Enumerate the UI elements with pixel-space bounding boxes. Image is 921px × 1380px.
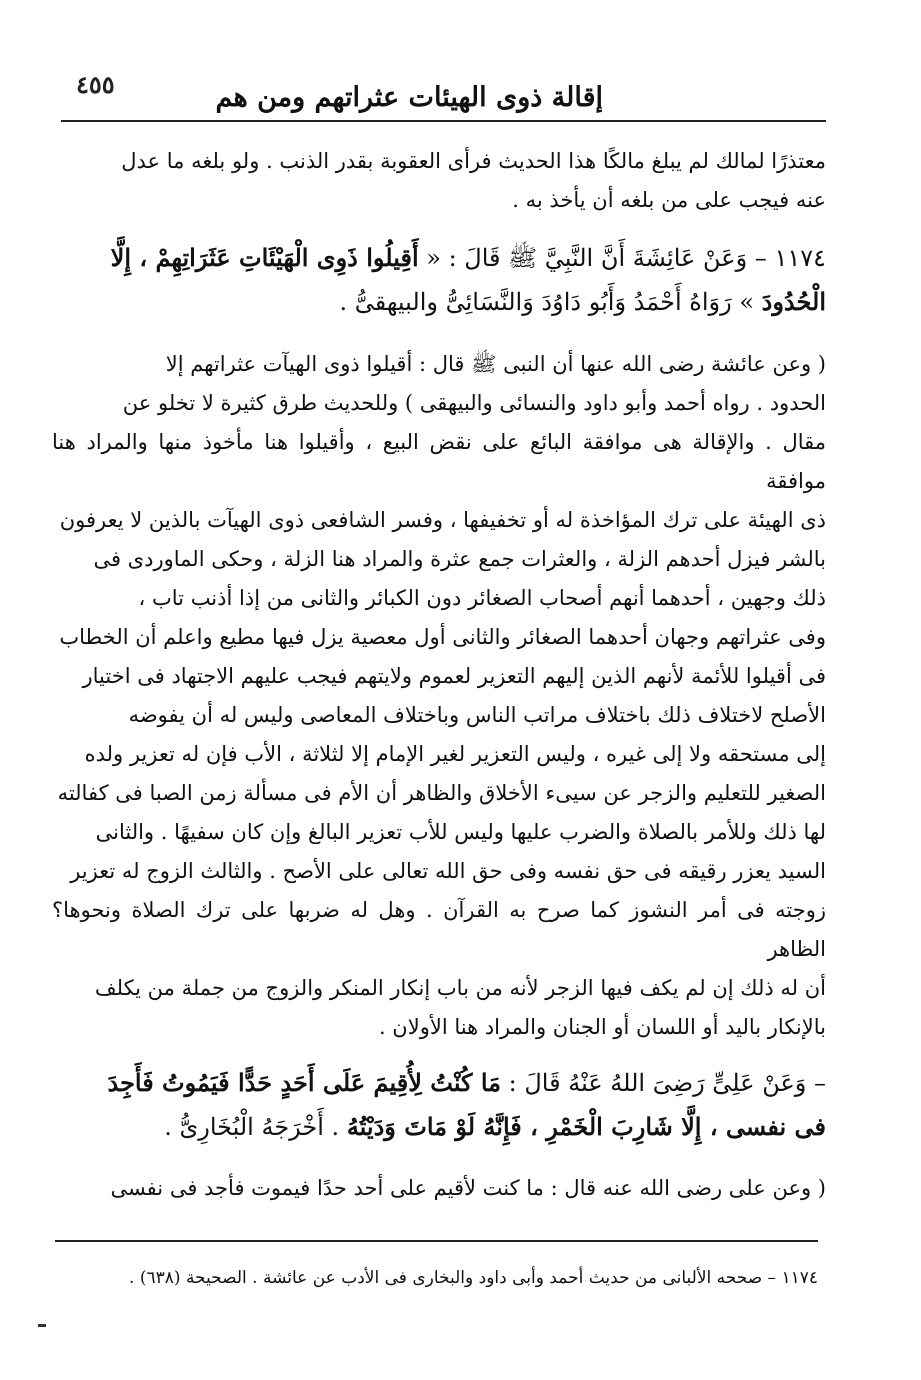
- text-line: زوجته فى أمر النشوز كما صرح به القرآن . وهل له ضربها على ترك الصلاة ونحوها؟ الظاهر: [52, 898, 826, 961]
- text-line: الصغير للتعليم والزجر عن سيىء الأخلاق والظاهر أن الأم فى مسألة زمن الصبا فى كفالته: [57, 781, 826, 805]
- hadith-ali: [52, 1061, 826, 1149]
- text-line: معتذرًا لمالك لم يبلغ مالكًا هذا الحديث فرأى العقوبة بقدر الذنب . ولو بلغه ما عدل: [121, 149, 826, 173]
- hadith-1174: [52, 236, 826, 324]
- commentary-paragraph-2: [52, 345, 826, 1047]
- text-line: ذلك وجهين ، أحدهما أنهم أصحاب الصغائر دون الكبائر والثانى من إذا أذنب تاب ،: [138, 586, 826, 610]
- text-line: الأصلح لاختلاف ذلك باختلاف مراتب الناس وباختلاف المعاصى وليس له أن يفوضه: [128, 703, 826, 727]
- text-line: بالشر فيزل أحدهم الزلة ، والعثرات جمع عثرة والمراد هنا الزلة ، وحكى الماوردى فى: [93, 547, 826, 571]
- text-line: بالإنكار باليد أو اللسان أو الجنان والمراد هنا الأولان .: [378, 1015, 826, 1039]
- hadith-matn: مَا كُنْتُ لِأُقِيمَ عَلَى أَحَدٍ حَدًّا فَيَمُوتُ فَأَجِدَ: [107, 1068, 502, 1097]
- hadith-narration: – وَعَنْ عَلِىٍّ رَضِىَ اللهُ عَنْهُ قَالَ :: [501, 1069, 826, 1097]
- text-line: إلى مستحقه ولا إلى غيره ، وليس التعزير لغير الإمام إلا لثلاثة ، الأب فإن له تعزير ولده: [84, 742, 826, 766]
- hadith-source: » رَوَاهُ أَحْمَدُ وَأَبُو دَاوُدَ وَالنَّسَائِىُّ والبيهقىُّ .: [339, 288, 762, 316]
- footnote-rule: [55, 1240, 818, 1242]
- hadith-narration: ١١٧٤ – وَعَنْ عَائِشَةَ أَنَّ النَّبِيَّ ﷺ قَالَ : «: [418, 244, 826, 272]
- running-header: إقالة ذوى الهيئات عثراتهم ومن هم: [215, 82, 603, 113]
- text-line: وفى عثراتهم وجهان أحدهما الصغائر والثانى أول معصية يزل فيها مطيع واعلم أن الخطاب: [59, 625, 826, 649]
- hadith-matn: الْحُدُودَ: [761, 287, 826, 316]
- text-line: عنه فيجب على من بلغه أن يأخذ به .: [512, 188, 826, 212]
- text-body: [52, 142, 826, 1208]
- text-line: مقال . والإقالة هى موافقة البائع على نقض البيع ، وأقيلوا هنا مأخوذ منها والمراد هنا موافقة: [52, 430, 826, 493]
- text-line: السيد يعزر رقيقه فى حق نفسه وفى حق الله تعالى على الأصح . والثالث الزوج له تعزير: [70, 859, 826, 883]
- footnote: ١١٧٤ – صححه الألبانى من حديث أحمد وأبى داود والبخارى فى الأدب عن عائشة . الصحيحة (٦٣٨) .: [129, 1268, 818, 1288]
- page-number: ٤٥٥: [76, 70, 115, 99]
- text-line: الحدود . رواه أحمد وأبو داود والنسائى والبيهقى ) وللحديث طرق كثيرة لا تخلو عن: [122, 391, 826, 415]
- text-line: فى أقيلوا للأئمة لأنهم الذين إليهم التعزير لعموم ولايتهم فيجب عليهم الاجتهاد فى اختيار: [82, 664, 826, 688]
- text-line: ( وعن على رضى الله عنه قال : ما كنت لأقيم على أحد حدًا فيموت فأجد فى نفسى: [110, 1176, 826, 1200]
- stray-mark: [38, 1324, 46, 1327]
- text-line: ذى الهيئة على ترك المؤاخذة له أو تخفيفها ، وفسر الشافعى ذوى الهيآت بالذين لا يعرفون: [59, 508, 826, 532]
- text-line: لها ذلك وللأمر بالصلاة والضرب عليها وليس للأب تعزير البالغ وإن كان سفيهًا . والثانى: [95, 820, 826, 844]
- hadith-source: . أَخْرَجَهُ الْبُخَارِىُّ .: [164, 1113, 347, 1141]
- hadith-matn: فى نفسى ، إِلَّا شَارِبَ الْخَمْرِ ، فَإِنَّهُ لَوْ مَاتَ وَدَيْتُهُ: [346, 1112, 826, 1141]
- commentary-paragraph-1: [52, 142, 826, 220]
- header-rule: [61, 120, 826, 122]
- hadith-matn: أَقِيلُوا ذَوِى الْهَيْئَاتِ عَثَرَاتِهِمْ ، إِلَّا: [110, 243, 419, 272]
- text-line: أن له ذلك إن لم يكف فيها الزجر لأنه من باب إنكار المنكر والزوج من جملة من يكلف: [94, 976, 826, 1000]
- text-line: ( وعن عائشة رضى الله عنها أن النبى ﷺ قال : أقيلوا ذوى الهيآت عثراتهم إلا: [165, 352, 826, 376]
- commentary-paragraph-3: [52, 1169, 826, 1208]
